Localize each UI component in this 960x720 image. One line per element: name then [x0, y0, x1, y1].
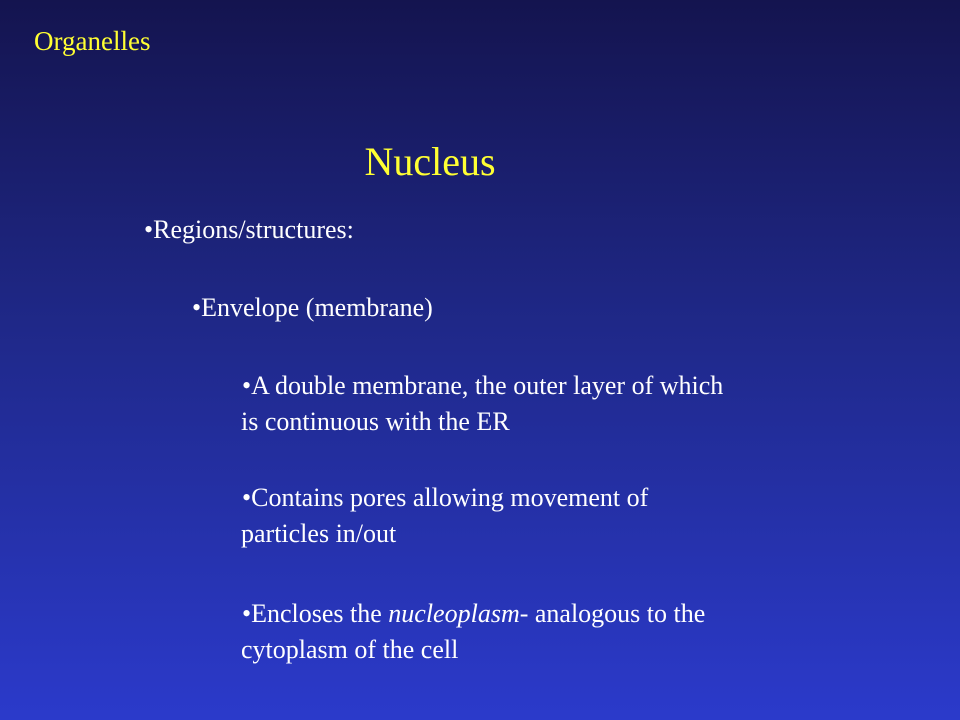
bullet-nucleoplasm-suffix: - analogous to the: [519, 599, 706, 628]
bullet-double-membrane-line2: is continuous with the ER: [241, 407, 510, 436]
bullet-pores-line1: •Contains pores allowing movement of: [242, 483, 649, 512]
nucleoplasm-term: nucleoplasm: [388, 599, 520, 628]
section-title: Organelles: [34, 26, 151, 56]
bullet-double-membrane: [242, 368, 852, 440]
bullet-nucleoplasm-prefix: •Encloses the: [242, 599, 389, 628]
slide-title: Nucleus: [364, 139, 496, 184]
bullet-nucleoplasm-line2: cytoplasm of the cell: [241, 635, 459, 664]
bullet-pores: [242, 480, 852, 552]
bullet-double-membrane-line1: •A double membrane, the outer layer of which: [242, 371, 724, 400]
bullet-pores-line2: particles in/out: [241, 519, 397, 548]
bullet-envelope: •Envelope (membrane): [192, 293, 433, 322]
bullet-nucleoplasm: [242, 596, 852, 668]
bullet-regions-structures: •Regions/structures:: [144, 215, 354, 244]
